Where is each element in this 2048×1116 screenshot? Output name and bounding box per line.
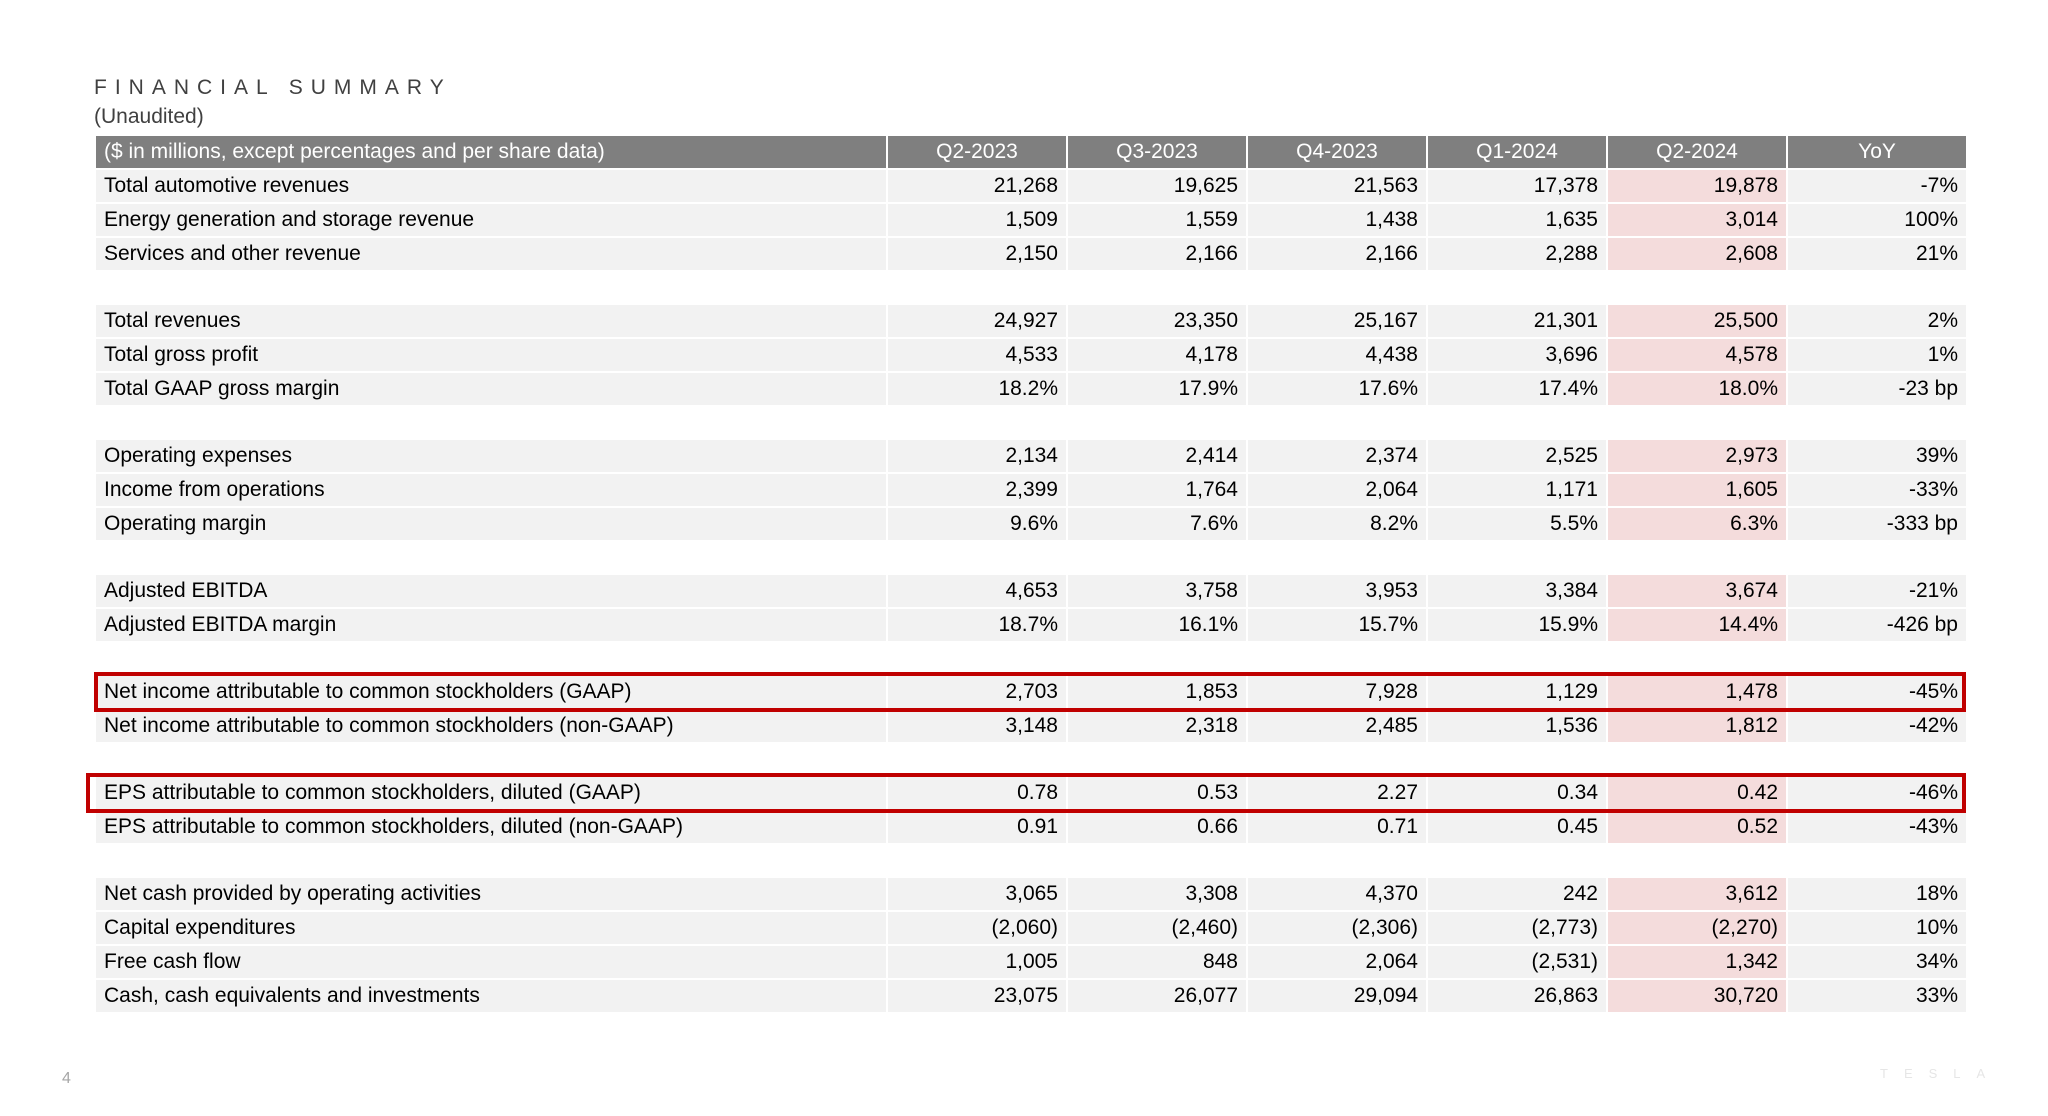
group-spacer [96,407,1966,438]
table-row [96,373,1966,405]
table-cell: 29,094 [1248,980,1426,1012]
header-q3-2023: Q3-2023 [1068,136,1246,168]
table-cell: 2,166 [1068,238,1246,270]
table-cell: 19,878 [1608,170,1786,202]
table-row [96,305,1966,337]
table-cell: 21,268 [888,170,1066,202]
table-cell: 15.9% [1428,609,1606,641]
table-cell: 1,635 [1428,204,1606,236]
table-cell: 1,605 [1608,474,1786,506]
table-cell: (2,531) [1428,946,1606,978]
table-cell: 4,370 [1248,878,1426,910]
table-header-row [96,136,1966,168]
table-cell: 1,764 [1068,474,1246,506]
table-cell: 3,612 [1608,878,1786,910]
row-label: Cash, cash equivalents and investments [96,980,886,1012]
table-cell: 3,384 [1428,575,1606,607]
table-cell: 4,178 [1068,339,1246,371]
table-cell: -21% [1788,575,1966,607]
table-cell: 1,559 [1068,204,1246,236]
table-row [96,474,1966,506]
row-label: Adjusted EBITDA [96,575,886,607]
table-cell: 39% [1788,440,1966,472]
table-cell: -43% [1788,811,1966,843]
table-cell: 26,077 [1068,980,1246,1012]
table-cell: 0.45 [1428,811,1606,843]
row-label: Net cash provided by operating activities [96,878,886,910]
table-cell: 1,129 [1428,676,1606,708]
row-label: Adjusted EBITDA margin [96,609,886,641]
table-cell: 2,703 [888,676,1066,708]
table-cell: 18% [1788,878,1966,910]
table-cell: 3,065 [888,878,1066,910]
group-spacer [96,845,1966,876]
table-cell: 34% [1788,946,1966,978]
table-cell: 10% [1788,912,1966,944]
table-cell: (2,270) [1608,912,1786,944]
spacer-cell [96,407,1966,438]
table-row [96,946,1966,978]
table-cell: 17.6% [1248,373,1426,405]
table-cell: 18.2% [888,373,1066,405]
table-cell: 2,525 [1428,440,1606,472]
table-cell: 2,485 [1248,710,1426,742]
table-cell: -46% [1788,777,1966,809]
table-cell: 0.71 [1248,811,1426,843]
table-cell: 2,288 [1428,238,1606,270]
table-cell: 1,478 [1608,676,1786,708]
financial-summary-table [94,134,1968,1014]
row-label: EPS attributable to common stockholders, diluted (GAAP) [96,777,886,809]
table-cell: 1,812 [1608,710,1786,742]
table-cell: -33% [1788,474,1966,506]
page-number: 4 [62,1070,71,1087]
table-cell: 1,438 [1248,204,1426,236]
table-cell: 848 [1068,946,1246,978]
spacer-cell [96,542,1966,573]
table-cell: 2,374 [1248,440,1426,472]
row-label: Income from operations [96,474,886,506]
table-cell: 19,625 [1068,170,1246,202]
table-cell: 100% [1788,204,1966,236]
page-title: FINANCIAL SUMMARY [94,76,452,99]
table-cell: 1,342 [1608,946,1786,978]
table-row [96,575,1966,607]
table-cell: 2% [1788,305,1966,337]
table-cell: 0.78 [888,777,1066,809]
table-cell: 26,863 [1428,980,1606,1012]
table-cell: -7% [1788,170,1966,202]
table-cell: (2,060) [888,912,1066,944]
table-cell: 3,758 [1068,575,1246,607]
row-label: Total automotive revenues [96,170,886,202]
header-yoy: YoY [1788,136,1966,168]
table-cell: 1,509 [888,204,1066,236]
row-label: Net income attributable to common stockholders (GAAP) [96,676,886,708]
table-cell: 21% [1788,238,1966,270]
table-cell: 9.6% [888,508,1066,540]
page-subtitle: (Unaudited) [94,105,204,128]
table-row [96,339,1966,371]
table-row [96,980,1966,1012]
header-description: ($ in millions, except percentages and per share data) [96,136,886,168]
table-cell: -45% [1788,676,1966,708]
table-cell: 3,308 [1068,878,1246,910]
table-cell: 3,014 [1608,204,1786,236]
table-cell: 23,075 [888,980,1066,1012]
table-cell: 2,134 [888,440,1066,472]
table-cell: -23 bp [1788,373,1966,405]
table-cell: 2,064 [1248,946,1426,978]
table-cell: -333 bp [1788,508,1966,540]
header-q2-2023: Q2-2023 [888,136,1066,168]
table-cell: 17,378 [1428,170,1606,202]
table-cell: 242 [1428,878,1606,910]
table-cell: 4,578 [1608,339,1786,371]
table-cell: 3,148 [888,710,1066,742]
table-row [96,811,1966,843]
table-cell: 25,167 [1248,305,1426,337]
table-cell: 1,171 [1428,474,1606,506]
group-spacer [96,542,1966,573]
row-label: Total revenues [96,305,886,337]
table-cell: 0.52 [1608,811,1786,843]
table-row [96,238,1966,270]
row-label: Free cash flow [96,946,886,978]
row-label: Operating margin [96,508,886,540]
table-cell: 0.91 [888,811,1066,843]
row-label: Capital expenditures [96,912,886,944]
table-cell: 7.6% [1068,508,1246,540]
highlight-box [94,672,1966,712]
row-label: Energy generation and storage revenue [96,204,886,236]
table-cell: 4,438 [1248,339,1426,371]
table-cell: 2,166 [1248,238,1426,270]
table-row [96,170,1966,202]
highlight-box [86,773,1966,813]
table-cell: 5.5% [1428,508,1606,540]
row-label: Total GAAP gross margin [96,373,886,405]
table-cell: 2,973 [1608,440,1786,472]
table-cell: 16.1% [1068,609,1246,641]
row-label: Total gross profit [96,339,886,371]
table-cell: 0.53 [1068,777,1246,809]
table-cell: 1,536 [1428,710,1606,742]
table-cell: 23,350 [1068,305,1246,337]
spacer-cell [96,845,1966,876]
table-row [96,912,1966,944]
table-cell: 2,608 [1608,238,1786,270]
group-spacer [96,272,1966,303]
brand-logo: TESLA [1880,1066,2002,1081]
table-cell: 33% [1788,980,1966,1012]
table-cell: 0.66 [1068,811,1246,843]
table-row [96,204,1966,236]
row-label: Operating expenses [96,440,886,472]
row-label: Net income attributable to common stockholders (non-GAAP) [96,710,886,742]
table-cell: 14.4% [1608,609,1786,641]
header-q2-2024: Q2-2024 [1608,136,1786,168]
table-cell: 15.7% [1248,609,1426,641]
table-cell: 7,928 [1248,676,1426,708]
table-cell: 25,500 [1608,305,1786,337]
table-cell: 2,414 [1068,440,1246,472]
table-row [96,508,1966,540]
table-cell: (2,306) [1248,912,1426,944]
table-cell: (2,773) [1428,912,1606,944]
header-q4-2023: Q4-2023 [1248,136,1426,168]
table-cell: 8.2% [1248,508,1426,540]
table-cell: 1% [1788,339,1966,371]
table-cell: 6.3% [1608,508,1786,540]
table-cell: 2,150 [888,238,1066,270]
table-cell: 30,720 [1608,980,1786,1012]
table-cell: 2,399 [888,474,1066,506]
table-cell: 1,005 [888,946,1066,978]
table-cell: 4,653 [888,575,1066,607]
table-cell: -42% [1788,710,1966,742]
group-spacer [96,643,1966,674]
table-cell: 21,563 [1248,170,1426,202]
table-row [96,440,1966,472]
table-cell: 18.0% [1608,373,1786,405]
row-label: EPS attributable to common stockholders, diluted (non-GAAP) [96,811,886,843]
table-row [96,609,1966,641]
table-cell: 17.4% [1428,373,1606,405]
table-cell: 18.7% [888,609,1066,641]
spacer-cell [96,272,1966,303]
spacer-cell [96,744,1966,775]
table-cell: 3,953 [1248,575,1426,607]
table-cell: 2,318 [1068,710,1246,742]
table-cell: 21,301 [1428,305,1606,337]
header-q1-2024: Q1-2024 [1428,136,1606,168]
table-cell: 17.9% [1068,373,1246,405]
table-body [96,170,1966,1012]
table-cell: -426 bp [1788,609,1966,641]
table-cell: 2,064 [1248,474,1426,506]
table-row [96,710,1966,742]
table-cell: 3,696 [1428,339,1606,371]
group-spacer [96,744,1966,775]
table-cell: 4,533 [888,339,1066,371]
table-cell: (2,460) [1068,912,1246,944]
table-row [96,878,1966,910]
spacer-cell [96,643,1966,674]
table-cell: 0.42 [1608,777,1786,809]
table-cell: 1,853 [1068,676,1246,708]
row-label: Services and other revenue [96,238,886,270]
table-cell: 24,927 [888,305,1066,337]
table-cell: 2.27 [1248,777,1426,809]
table-cell: 0.34 [1428,777,1606,809]
table-cell: 3,674 [1608,575,1786,607]
